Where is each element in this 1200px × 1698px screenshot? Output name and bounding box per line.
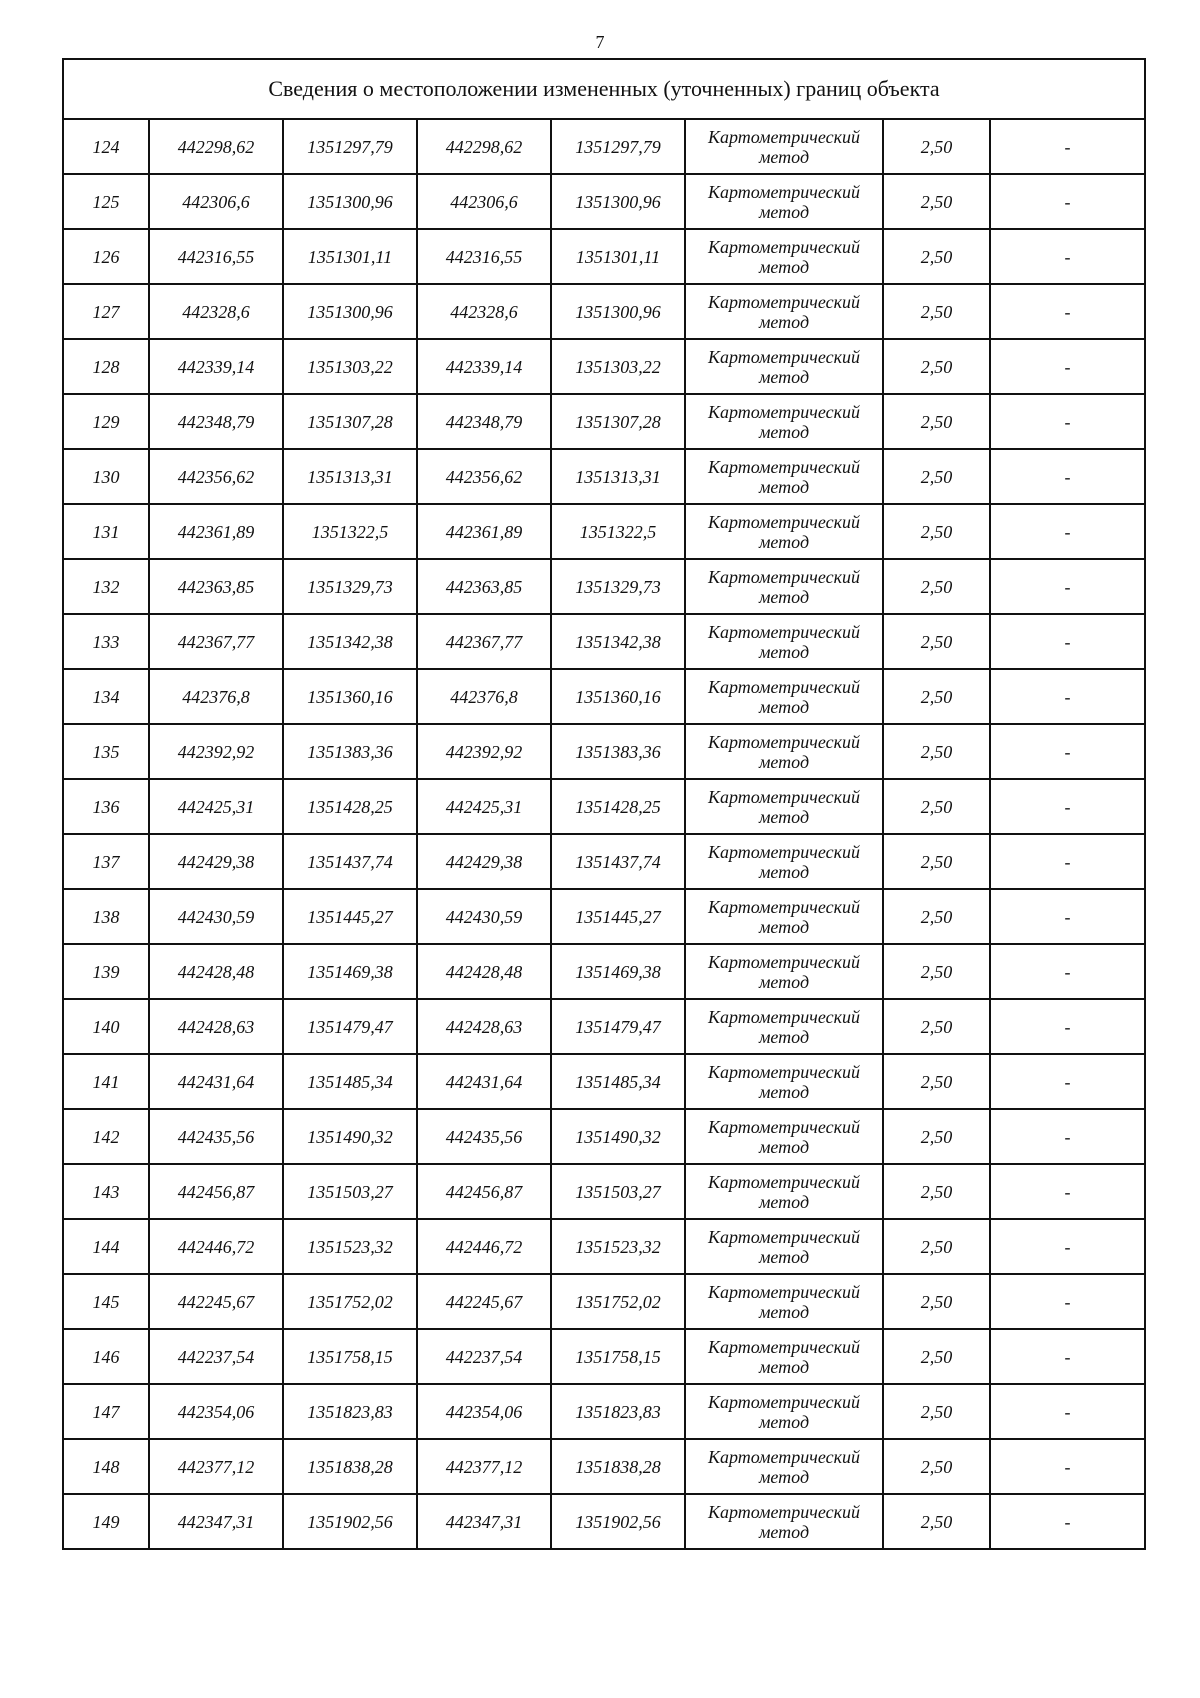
point-number-cell: 143	[63, 1164, 149, 1219]
y-existing-cell: 1351752,02	[283, 1274, 417, 1329]
y-refined-cell: 1351838,28	[551, 1439, 685, 1494]
precision-cell: 2,50	[883, 229, 990, 284]
method-line-1: Картометрический	[707, 1391, 860, 1412]
x-existing-cell: 442363,85	[149, 559, 283, 614]
method-line-1: Картометрический	[707, 1281, 860, 1302]
table-row	[63, 1164, 1145, 1219]
x-refined-cell: 442237,54	[417, 1329, 551, 1384]
method-cell	[685, 944, 883, 999]
method-line-2: метод	[758, 1136, 810, 1157]
method-cell	[685, 724, 883, 779]
method-line-2: метод	[758, 1521, 810, 1542]
x-refined-cell: 442328,6	[417, 284, 551, 339]
x-refined-cell: 442367,77	[417, 614, 551, 669]
point-number-cell: 136	[63, 779, 149, 834]
precision-cell: 2,50	[883, 1494, 990, 1549]
y-existing-cell: 1351428,25	[283, 779, 417, 834]
table-row	[63, 559, 1145, 614]
method-cell	[685, 669, 883, 724]
point-number-cell: 133	[63, 614, 149, 669]
description-cell: -	[990, 174, 1145, 229]
x-refined-cell: 442363,85	[417, 559, 551, 614]
point-number-cell: 146	[63, 1329, 149, 1384]
y-refined-cell: 1351469,38	[551, 944, 685, 999]
method-line-1: Картометрический	[707, 511, 860, 532]
method-line-2: метод	[758, 1081, 810, 1102]
description-cell: -	[990, 889, 1145, 944]
precision-cell: 2,50	[883, 1054, 990, 1109]
method-line-1: Картометрический	[707, 896, 860, 917]
precision-cell: 2,50	[883, 724, 990, 779]
x-existing-cell: 442435,56	[149, 1109, 283, 1164]
table-row	[63, 394, 1145, 449]
method-line-1: Картометрический	[707, 126, 860, 147]
method-cell	[685, 504, 883, 559]
point-number-cell: 134	[63, 669, 149, 724]
method-line-1: Картометрический	[707, 841, 860, 862]
description-cell: -	[990, 944, 1145, 999]
method-line-2: метод	[758, 586, 810, 607]
method-line-1: Картометрический	[707, 1116, 860, 1137]
precision-cell: 2,50	[883, 1109, 990, 1164]
x-refined-cell: 442428,63	[417, 999, 551, 1054]
method-line-2: метод	[758, 916, 810, 937]
y-refined-cell: 1351300,96	[551, 284, 685, 339]
point-number-cell: 127	[63, 284, 149, 339]
x-refined-cell: 442347,31	[417, 1494, 551, 1549]
page-number: 7	[595, 32, 605, 52]
description-cell: -	[990, 284, 1145, 339]
y-refined-cell: 1351437,74	[551, 834, 685, 889]
method-line-2: метод	[758, 1411, 810, 1432]
precision-cell: 2,50	[883, 834, 990, 889]
description-cell: -	[990, 449, 1145, 504]
y-refined-cell: 1351303,22	[551, 339, 685, 394]
y-existing-cell: 1351469,38	[283, 944, 417, 999]
method-line-2: метод	[758, 1356, 810, 1377]
method-cell	[685, 1054, 883, 1109]
x-existing-cell: 442347,31	[149, 1494, 283, 1549]
description-cell: -	[990, 1384, 1145, 1439]
y-refined-cell: 1351307,28	[551, 394, 685, 449]
y-refined-cell: 1351823,83	[551, 1384, 685, 1439]
y-refined-cell: 1351490,32	[551, 1109, 685, 1164]
precision-cell: 2,50	[883, 174, 990, 229]
method-line-1: Картометрический	[707, 621, 860, 642]
point-number-cell: 139	[63, 944, 149, 999]
method-cell	[685, 889, 883, 944]
x-refined-cell: 442298,62	[417, 119, 551, 174]
description-cell: -	[990, 834, 1145, 889]
x-refined-cell: 442361,89	[417, 504, 551, 559]
x-refined-cell: 442376,8	[417, 669, 551, 724]
method-line-2: метод	[758, 751, 810, 772]
method-line-2: метод	[758, 366, 810, 387]
method-cell	[685, 1164, 883, 1219]
y-refined-cell: 1351329,73	[551, 559, 685, 614]
precision-cell: 2,50	[883, 1384, 990, 1439]
x-existing-cell: 442354,06	[149, 1384, 283, 1439]
method-line-1: Картометрический	[707, 1336, 860, 1357]
table-row	[63, 614, 1145, 669]
precision-cell: 2,50	[883, 1164, 990, 1219]
method-line-1: Картометрический	[707, 401, 860, 422]
method-line-2: метод	[758, 806, 810, 827]
description-cell: -	[990, 1274, 1145, 1329]
x-existing-cell: 442361,89	[149, 504, 283, 559]
method-line-1: Картометрический	[707, 1061, 860, 1082]
method-cell	[685, 229, 883, 284]
point-number-cell: 137	[63, 834, 149, 889]
y-existing-cell: 1351902,56	[283, 1494, 417, 1549]
y-existing-cell: 1351823,83	[283, 1384, 417, 1439]
x-refined-cell: 442425,31	[417, 779, 551, 834]
method-line-1: Картометрический	[707, 951, 860, 972]
boundary-table	[62, 58, 1146, 1550]
y-refined-cell: 1351479,47	[551, 999, 685, 1054]
method-line-1: Картометрический	[707, 291, 860, 312]
y-refined-cell: 1351758,15	[551, 1329, 685, 1384]
method-line-2: метод	[758, 531, 810, 552]
description-cell: -	[990, 1054, 1145, 1109]
precision-cell: 2,50	[883, 449, 990, 504]
method-line-2: метод	[758, 476, 810, 497]
table-row	[63, 1329, 1145, 1384]
table-row	[63, 944, 1145, 999]
precision-cell: 2,50	[883, 119, 990, 174]
precision-cell: 2,50	[883, 394, 990, 449]
x-existing-cell: 442377,12	[149, 1439, 283, 1494]
method-line-1: Картометрический	[707, 181, 860, 202]
method-line-1: Картометрический	[707, 566, 860, 587]
y-refined-cell: 1351523,32	[551, 1219, 685, 1274]
method-line-1: Картометрический	[707, 1226, 860, 1247]
x-refined-cell: 442356,62	[417, 449, 551, 504]
table-row	[63, 504, 1145, 559]
table-row	[63, 1384, 1145, 1439]
table-row	[63, 284, 1145, 339]
y-refined-cell: 1351383,36	[551, 724, 685, 779]
description-cell: -	[990, 1439, 1145, 1494]
precision-cell: 2,50	[883, 1219, 990, 1274]
method-line-2: метод	[758, 971, 810, 992]
y-refined-cell: 1351313,31	[551, 449, 685, 504]
method-line-2: метод	[758, 1026, 810, 1047]
method-cell	[685, 174, 883, 229]
method-line-1: Картометрический	[707, 1006, 860, 1027]
point-number-cell: 140	[63, 999, 149, 1054]
x-existing-cell: 442328,6	[149, 284, 283, 339]
method-cell	[685, 1219, 883, 1274]
y-existing-cell: 1351838,28	[283, 1439, 417, 1494]
method-line-1: Картометрический	[707, 786, 860, 807]
x-existing-cell: 442367,77	[149, 614, 283, 669]
table-row	[63, 1439, 1145, 1494]
method-line-2: метод	[758, 421, 810, 442]
y-refined-cell: 1351360,16	[551, 669, 685, 724]
y-refined-cell: 1351301,11	[551, 229, 685, 284]
method-cell	[685, 284, 883, 339]
description-cell: -	[990, 339, 1145, 394]
x-existing-cell: 442348,79	[149, 394, 283, 449]
description-cell: -	[990, 724, 1145, 779]
description-cell: -	[990, 394, 1145, 449]
x-existing-cell: 442431,64	[149, 1054, 283, 1109]
x-refined-cell: 442446,72	[417, 1219, 551, 1274]
method-cell	[685, 1384, 883, 1439]
y-existing-cell: 1351300,96	[283, 284, 417, 339]
method-line-2: метод	[758, 641, 810, 662]
precision-cell: 2,50	[883, 614, 990, 669]
method-cell	[685, 1109, 883, 1164]
description-cell: -	[990, 614, 1145, 669]
precision-cell: 2,50	[883, 504, 990, 559]
method-cell	[685, 1274, 883, 1329]
table-row	[63, 339, 1145, 394]
precision-cell: 2,50	[883, 889, 990, 944]
x-existing-cell: 442298,62	[149, 119, 283, 174]
x-existing-cell: 442428,48	[149, 944, 283, 999]
x-existing-cell: 442392,92	[149, 724, 283, 779]
method-line-2: метод	[758, 696, 810, 717]
table-row	[63, 1054, 1145, 1109]
y-existing-cell: 1351758,15	[283, 1329, 417, 1384]
x-existing-cell: 442430,59	[149, 889, 283, 944]
y-existing-cell: 1351445,27	[283, 889, 417, 944]
method-line-2: метод	[758, 1191, 810, 1212]
precision-cell: 2,50	[883, 944, 990, 999]
description-cell: -	[990, 1329, 1145, 1384]
table-row	[63, 119, 1145, 174]
table-row	[63, 449, 1145, 504]
x-existing-cell: 442446,72	[149, 1219, 283, 1274]
point-number-cell: 142	[63, 1109, 149, 1164]
x-refined-cell: 442435,56	[417, 1109, 551, 1164]
x-existing-cell: 442245,67	[149, 1274, 283, 1329]
precision-cell: 2,50	[883, 669, 990, 724]
description-cell: -	[990, 1219, 1145, 1274]
precision-cell: 2,50	[883, 999, 990, 1054]
table-row	[63, 779, 1145, 834]
point-number-cell: 144	[63, 1219, 149, 1274]
point-number-cell: 138	[63, 889, 149, 944]
table-row	[63, 999, 1145, 1054]
method-line-2: метод	[758, 1301, 810, 1322]
method-cell	[685, 559, 883, 614]
table-row	[63, 1274, 1145, 1329]
x-existing-cell: 442428,63	[149, 999, 283, 1054]
table-row	[63, 229, 1145, 284]
precision-cell: 2,50	[883, 779, 990, 834]
y-existing-cell: 1351523,32	[283, 1219, 417, 1274]
y-refined-cell: 1351445,27	[551, 889, 685, 944]
precision-cell: 2,50	[883, 1329, 990, 1384]
table-row	[63, 724, 1145, 779]
y-existing-cell: 1351485,34	[283, 1054, 417, 1109]
method-line-2: метод	[758, 1466, 810, 1487]
x-refined-cell: 442316,55	[417, 229, 551, 284]
x-refined-cell: 442306,6	[417, 174, 551, 229]
method-cell	[685, 119, 883, 174]
y-existing-cell: 1351360,16	[283, 669, 417, 724]
x-refined-cell: 442456,87	[417, 1164, 551, 1219]
y-refined-cell: 1351300,96	[551, 174, 685, 229]
x-existing-cell: 442316,55	[149, 229, 283, 284]
method-line-1: Картометрический	[707, 236, 860, 257]
x-refined-cell: 442392,92	[417, 724, 551, 779]
table-title: Сведения о местоположении измененных (уточненных) границ объекта	[63, 59, 1145, 119]
point-number-cell: 126	[63, 229, 149, 284]
point-number-cell: 148	[63, 1439, 149, 1494]
y-existing-cell: 1351383,36	[283, 724, 417, 779]
table-row	[63, 834, 1145, 889]
y-existing-cell: 1351307,28	[283, 394, 417, 449]
x-existing-cell: 442306,6	[149, 174, 283, 229]
description-cell: -	[990, 779, 1145, 834]
method-line-1: Картометрический	[707, 1446, 860, 1467]
y-refined-cell: 1351503,27	[551, 1164, 685, 1219]
method-line-1: Картометрический	[707, 1501, 860, 1522]
point-number-cell: 130	[63, 449, 149, 504]
description-cell: -	[990, 669, 1145, 724]
y-refined-cell: 1351485,34	[551, 1054, 685, 1109]
point-number-cell: 135	[63, 724, 149, 779]
point-number-cell: 124	[63, 119, 149, 174]
x-existing-cell: 442456,87	[149, 1164, 283, 1219]
x-existing-cell: 442356,62	[149, 449, 283, 504]
y-refined-cell: 1351297,79	[551, 119, 685, 174]
description-cell: -	[990, 1164, 1145, 1219]
point-number-cell: 132	[63, 559, 149, 614]
method-line-1: Картометрический	[707, 676, 860, 697]
y-existing-cell: 1351479,47	[283, 999, 417, 1054]
method-line-1: Картометрический	[707, 731, 860, 752]
y-existing-cell: 1351313,31	[283, 449, 417, 504]
x-refined-cell: 442245,67	[417, 1274, 551, 1329]
y-existing-cell: 1351503,27	[283, 1164, 417, 1219]
method-cell	[685, 449, 883, 504]
x-refined-cell: 442377,12	[417, 1439, 551, 1494]
point-number-cell: 128	[63, 339, 149, 394]
y-existing-cell: 1351303,22	[283, 339, 417, 394]
method-line-2: метод	[758, 146, 810, 167]
method-cell	[685, 999, 883, 1054]
y-refined-cell: 1351322,5	[551, 504, 685, 559]
y-existing-cell: 1351300,96	[283, 174, 417, 229]
y-refined-cell: 1351902,56	[551, 1494, 685, 1549]
x-refined-cell: 442430,59	[417, 889, 551, 944]
method-cell	[685, 394, 883, 449]
y-existing-cell: 1351490,32	[283, 1109, 417, 1164]
point-number-cell: 129	[63, 394, 149, 449]
x-refined-cell: 442428,48	[417, 944, 551, 999]
y-existing-cell: 1351297,79	[283, 119, 417, 174]
x-existing-cell: 442237,54	[149, 1329, 283, 1384]
x-existing-cell: 442429,38	[149, 834, 283, 889]
description-cell: -	[990, 1494, 1145, 1549]
point-number-cell: 125	[63, 174, 149, 229]
method-cell	[685, 1329, 883, 1384]
point-number-cell: 131	[63, 504, 149, 559]
precision-cell: 2,50	[883, 339, 990, 394]
description-cell: -	[990, 559, 1145, 614]
point-number-cell: 149	[63, 1494, 149, 1549]
y-existing-cell: 1351322,5	[283, 504, 417, 559]
y-refined-cell: 1351342,38	[551, 614, 685, 669]
x-refined-cell: 442354,06	[417, 1384, 551, 1439]
y-existing-cell: 1351342,38	[283, 614, 417, 669]
precision-cell: 2,50	[883, 284, 990, 339]
y-existing-cell: 1351329,73	[283, 559, 417, 614]
point-number-cell: 141	[63, 1054, 149, 1109]
method-cell	[685, 834, 883, 889]
description-cell: -	[990, 1109, 1145, 1164]
y-existing-cell: 1351301,11	[283, 229, 417, 284]
description-cell: -	[990, 119, 1145, 174]
x-refined-cell: 442429,38	[417, 834, 551, 889]
method-line-1: Картометрический	[707, 1171, 860, 1192]
method-line-1: Картометрический	[707, 456, 860, 477]
y-refined-cell: 1351752,02	[551, 1274, 685, 1329]
x-refined-cell: 442348,79	[417, 394, 551, 449]
table-row	[63, 174, 1145, 229]
method-line-2: метод	[758, 201, 810, 222]
x-existing-cell: 442425,31	[149, 779, 283, 834]
method-cell	[685, 614, 883, 669]
y-existing-cell: 1351437,74	[283, 834, 417, 889]
table-row	[63, 1109, 1145, 1164]
table-row	[63, 669, 1145, 724]
precision-cell: 2,50	[883, 1274, 990, 1329]
method-line-2: метод	[758, 256, 810, 277]
description-cell: -	[990, 504, 1145, 559]
x-existing-cell: 442339,14	[149, 339, 283, 394]
method-line-2: метод	[758, 1246, 810, 1267]
x-refined-cell: 442431,64	[417, 1054, 551, 1109]
method-line-2: метод	[758, 861, 810, 882]
method-line-1: Картометрический	[707, 346, 860, 367]
description-cell: -	[990, 229, 1145, 284]
method-cell	[685, 339, 883, 394]
description-cell: -	[990, 999, 1145, 1054]
method-cell	[685, 1494, 883, 1549]
table-row	[63, 1494, 1145, 1549]
precision-cell: 2,50	[883, 559, 990, 614]
y-refined-cell: 1351428,25	[551, 779, 685, 834]
method-cell	[685, 779, 883, 834]
point-number-cell: 147	[63, 1384, 149, 1439]
method-cell	[685, 1439, 883, 1494]
table-title-row	[63, 59, 1145, 119]
table-row	[63, 889, 1145, 944]
point-number-cell: 145	[63, 1274, 149, 1329]
x-refined-cell: 442339,14	[417, 339, 551, 394]
x-existing-cell: 442376,8	[149, 669, 283, 724]
table-row	[63, 1219, 1145, 1274]
precision-cell: 2,50	[883, 1439, 990, 1494]
method-line-2: метод	[758, 311, 810, 332]
